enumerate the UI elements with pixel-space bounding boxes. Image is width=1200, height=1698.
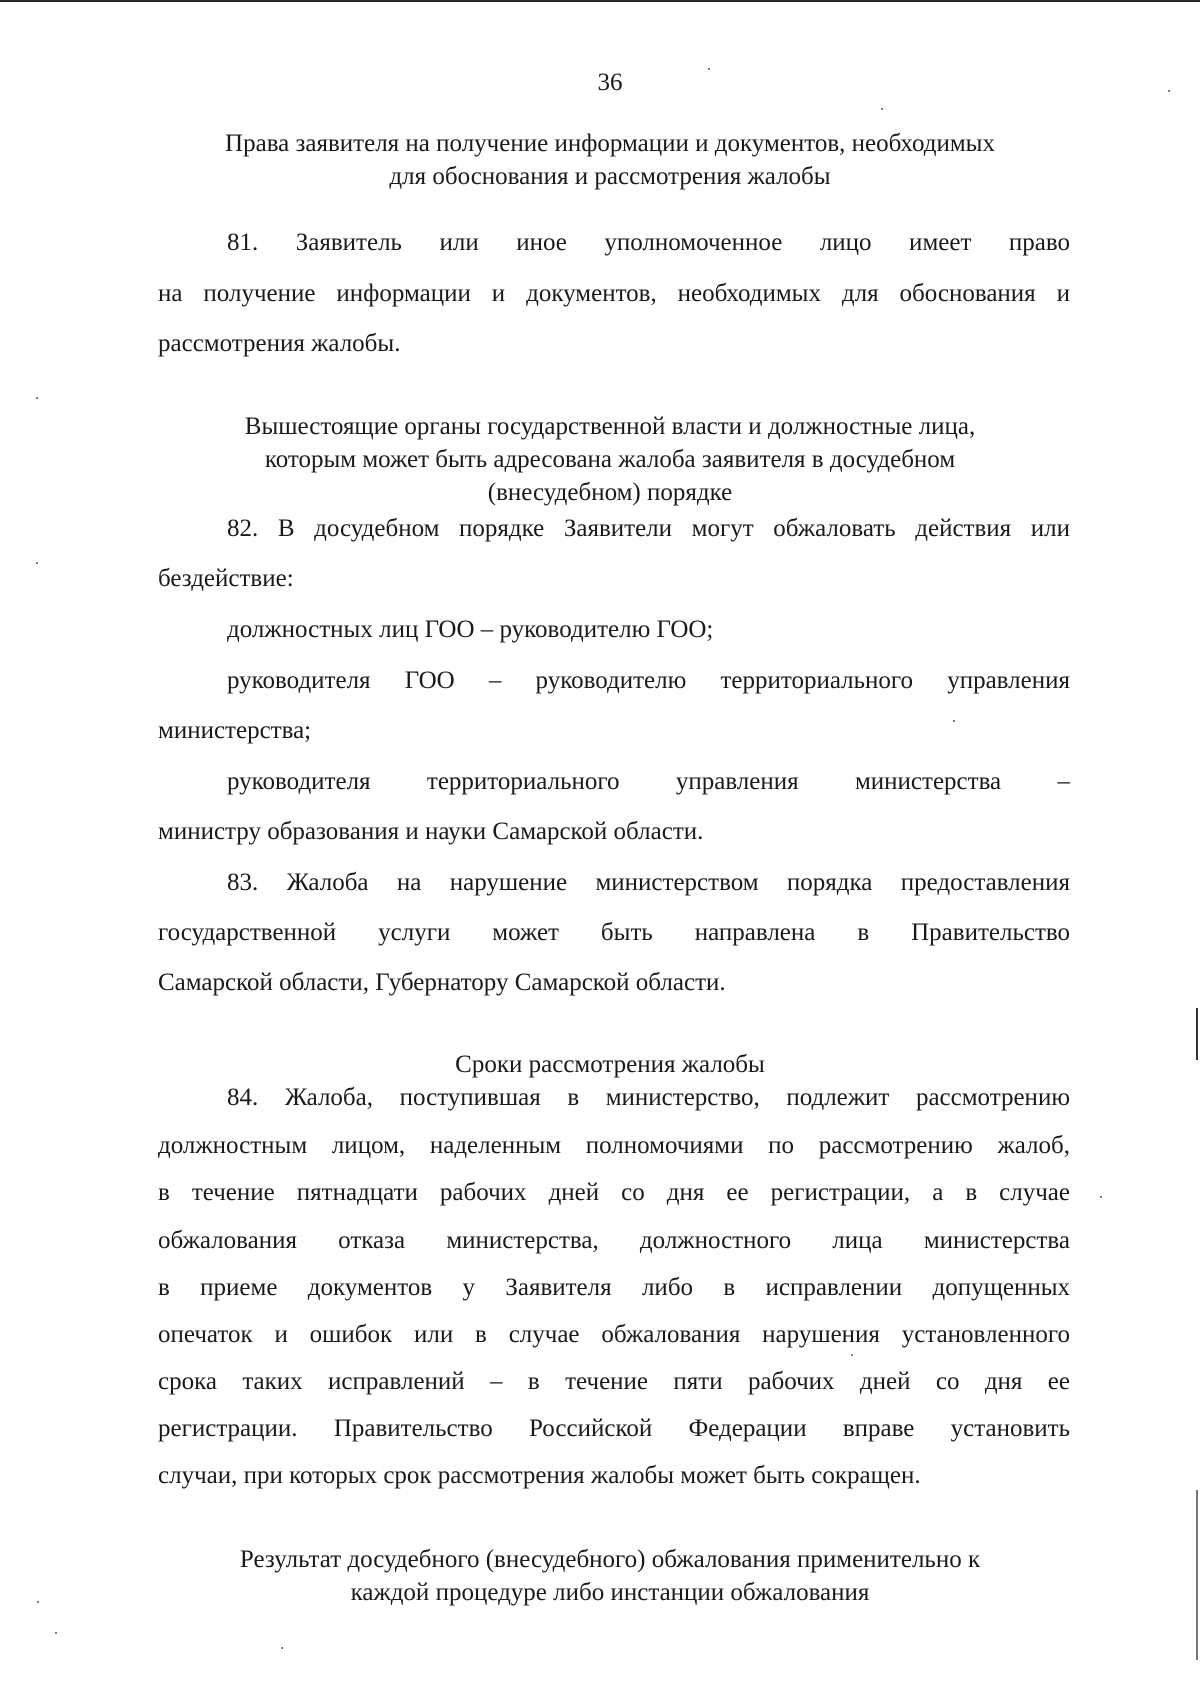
paragraph-line: министру образования и науки Самарской области. <box>158 818 704 845</box>
paragraph-line: 81. Заявитель или иное уполномоченное лицо имеет право <box>227 229 1070 256</box>
section-heading-line: каждой процедуре либо инстанции обжалования <box>350 1579 870 1606</box>
paragraph-line: государственной услуги может быть направлена в Правительство <box>158 919 1070 946</box>
scan-speck <box>281 1647 283 1649</box>
section-heading-line: для обоснования и рассмотрения жалобы <box>389 163 831 190</box>
paragraph-line: в течение пятнадцати рабочих дней со дня ее регистрации, а в случае <box>158 1179 1070 1206</box>
section-heading <box>150 1543 1070 1609</box>
scan-speck <box>36 397 38 399</box>
paragraph-line: 83. Жалоба на нарушение министерством порядка предоставления <box>227 869 1070 896</box>
scan-speck <box>55 1632 57 1634</box>
paragraph-line: руководителя ГОО – руководителю территориального управления <box>227 667 1070 694</box>
paragraph-line: руководителя территориального управления министерства – <box>227 768 1070 795</box>
section-heading-line: Вышестоящие органы государственной власти и должностные лица, <box>244 413 976 440</box>
scan-edge-mark <box>1196 1490 1198 1660</box>
section-heading-line: Результат досудебного (внесудебного) обжалования применительно к <box>239 1546 981 1573</box>
section-heading-line: Сроки рассмотрения жалобы <box>455 1051 765 1078</box>
paragraph-line: министерства; <box>158 717 312 744</box>
paragraph-line: обжалования отказа министерства, должностного лица министерства <box>158 1227 1070 1254</box>
paragraph-line: на получение информации и документов, необходимых для обоснования и <box>158 280 1070 307</box>
paragraph-line: опечаток и ошибок или в случае обжалования нарушения установленного <box>158 1321 1070 1348</box>
paragraph-line: 82. В досудебном порядке Заявители могут обжаловать действия или <box>227 515 1070 542</box>
section-heading <box>150 410 1070 509</box>
paragraph-line: Самарской области, Губернатору Самарской области. <box>158 969 726 996</box>
section-heading-line: (внесудебном) порядке <box>487 479 733 506</box>
paragraph-line: случаи, при которых срок рассмотрения жалобы может быть сокращен. <box>158 1462 921 1489</box>
paragraph-line: рассмотрения жалобы. <box>158 330 401 357</box>
paragraph-line: должностных лиц ГОО – руководителю ГОО; <box>227 616 714 643</box>
scan-speck <box>953 720 955 722</box>
scan-edge-mark <box>1196 1008 1198 1060</box>
paragraph-line: регистрации. Правительство Российской Федерации вправе установить <box>158 1415 1070 1442</box>
scan-speck <box>36 562 38 564</box>
scan-speck <box>1100 1196 1102 1198</box>
section-heading <box>150 1048 1070 1081</box>
section-heading <box>150 127 1070 193</box>
scan-top-border <box>0 0 1200 2</box>
section-heading-line: Права заявителя на получение информации и документов, необходимых <box>225 130 995 157</box>
paragraph-line: в приеме документов у Заявителя либо в исправлении допущенных <box>158 1274 1070 1301</box>
paragraph-line: 84. Жалоба, поступившая в министерство, подлежит рассмотрению <box>227 1084 1070 1111</box>
paragraph-line: срока таких исправлений – в течение пяти рабочих дней со дня ее <box>158 1368 1070 1395</box>
page-number: 36 <box>597 69 623 96</box>
scan-speck <box>37 1601 39 1603</box>
scan-speck <box>881 108 883 110</box>
scan-speck <box>851 1354 853 1356</box>
paragraph-line: бездействие: <box>158 565 294 592</box>
paragraph-line: должностным лицом, наделенным полномочиями по рассмотрению жалоб, <box>158 1132 1070 1159</box>
section-heading-line: которым может быть адресована жалоба заявителя в досудебном <box>264 446 956 473</box>
